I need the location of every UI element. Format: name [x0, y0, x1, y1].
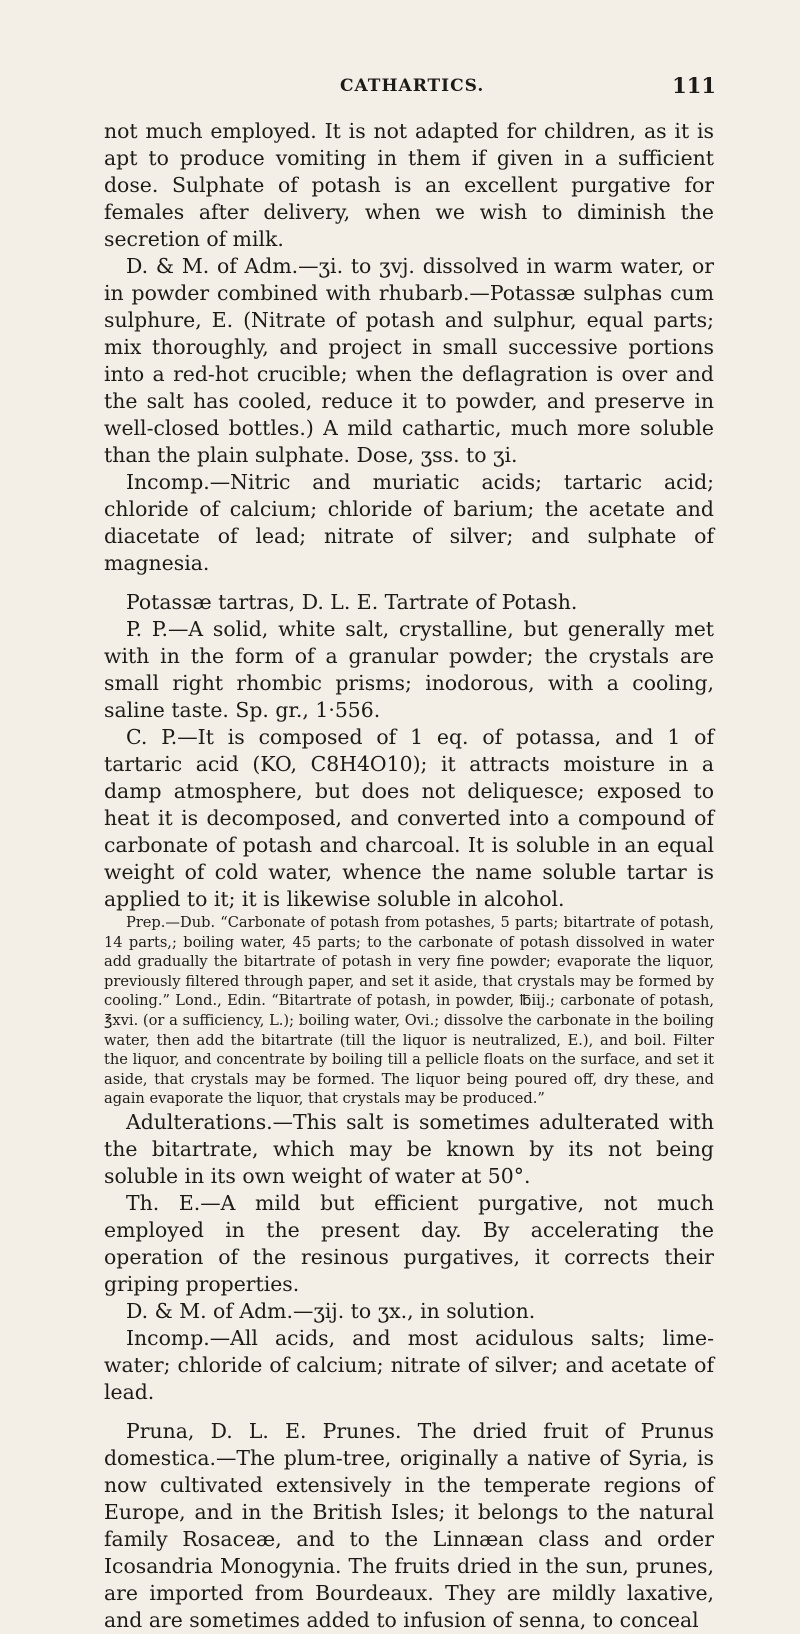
section-heading: Potassæ tartras, D. L. E. Tartrate of Potash. [126, 590, 578, 614]
paragraph: Th. E.—A mild but efficient purgative, not much employed in the present day. By accelerating the operation of the resinous purgatives, it corrects their griping properties. [104, 1190, 714, 1296]
paragraph: not much employed. It is not adapted for children, as it is apt to produce vomiting in them if given in a sufficient dose. Sulphate of potash is an excellent purgative for females after delivery, when we wish to diminish the secretion of milk. [104, 119, 714, 251]
paragraph: Incomp.—Nitric and muriatic acids; tartaric acid; chloride of calcium; chloride of barium; the acetate and diacetate of lead; nitrate of silver; and sulphate of magnesia. [104, 470, 714, 575]
paragraph: Incomp.—All acids, and most acidulous salts; lime-water; chloride of calcium; nitrate of silver; and acetate of lead. [104, 1325, 714, 1404]
paragraph: D. & M. of Adm.—ʒi. to ʒvj. dissolved in warm water, or in powder combined with rhubarb.—Potassæ sulphas cum sulphure, E. (Nitrate of potash and sulphur, equal parts; mix thoroughly, and project in small successive portions into a red-hot crucible; when the deflagration is over and the salt has cooled, reduce it to powder, and preserve in well-closed bottles.) A mild cathartic, much more soluble than the plain sulphate. Dose, ʒss. to ʒi. [104, 254, 714, 467]
paragraph: Adulterations.—This salt is sometimes adulterated with the bitartrate, which may be known by its not being soluble in its own weight of water at 50°. [104, 1109, 714, 1188]
page-header [0, 73, 800, 106]
paragraph: D. & M. of Adm.—ʒij. to ʒx., in solution. [126, 1298, 536, 1323]
page-number: 111 [672, 73, 716, 98]
page-body [104, 118, 714, 1634]
paragraph: P. P.—A solid, white salt, crystalline, but generally met with in the form of a granular powder; the crystals are small right rhombic prisms; inodorous, with a cooling, saline taste. Sp. gr., 1·556. [104, 617, 714, 722]
paragraph: C. P.—It is composed of 1 eq. of potassa, and 1 of tartaric acid (KO, C8H4O10); it attracts moisture in a damp atmosphere, but does not deliquesce; exposed to heat it is decomposed, and converted into a compound of carbonate of potash and charcoal. It is soluble in an equal weight of cold water, whence the name soluble tartar is applied to it; it is likewise soluble in alcohol. [104, 725, 714, 911]
preparation-note: Prep.—Dub. “Carbonate of potash from potashes, 5 parts; bitartrate of potash, 14 parts,; boiling water, 45 parts; to the carbonate of potash dissolved in water add gradually the bitartrate of potash in very fine powder; evaporate the liquor, previously filtered through paper, and set it aside, that crystals may be formed by cooling.” Lond., Edin. “Bitartrate of potash, in powder, ℔iij.; carbonate of potash, ℥xvi. (or a sufficiency, L.); boiling water, Ovi.; dissolve the carbonate in the boiling water, then add the bitartrate (till the liquor is neutralized, E.), and boil. Filter the liquor, and concentrate by boiling till a pellicle floats on the surface, and set it aside, that crystals may be formed. The liquor being poured off, dry these, and again evaporate the liquor, that crystals may be produced.” [104, 914, 714, 1108]
paragraph: Pruna, D. L. E. Prunes. The dried fruit of Prunus domestica.—The plum-tree, originally a native of Syria, is now cultivated extensively in the temperate regions of Europe, and in the British Isles; it belongs to the natural family Rosaceæ, and to the Linnæan class and order Icosandria Monogynia. The fruits dried in the sun, prunes, are imported from Bourdeaux. They are mildly laxative, and are sometimes added to infusion of senna, to conceal [104, 1418, 714, 1632]
running-title: CATHARTICS. [340, 76, 485, 96]
